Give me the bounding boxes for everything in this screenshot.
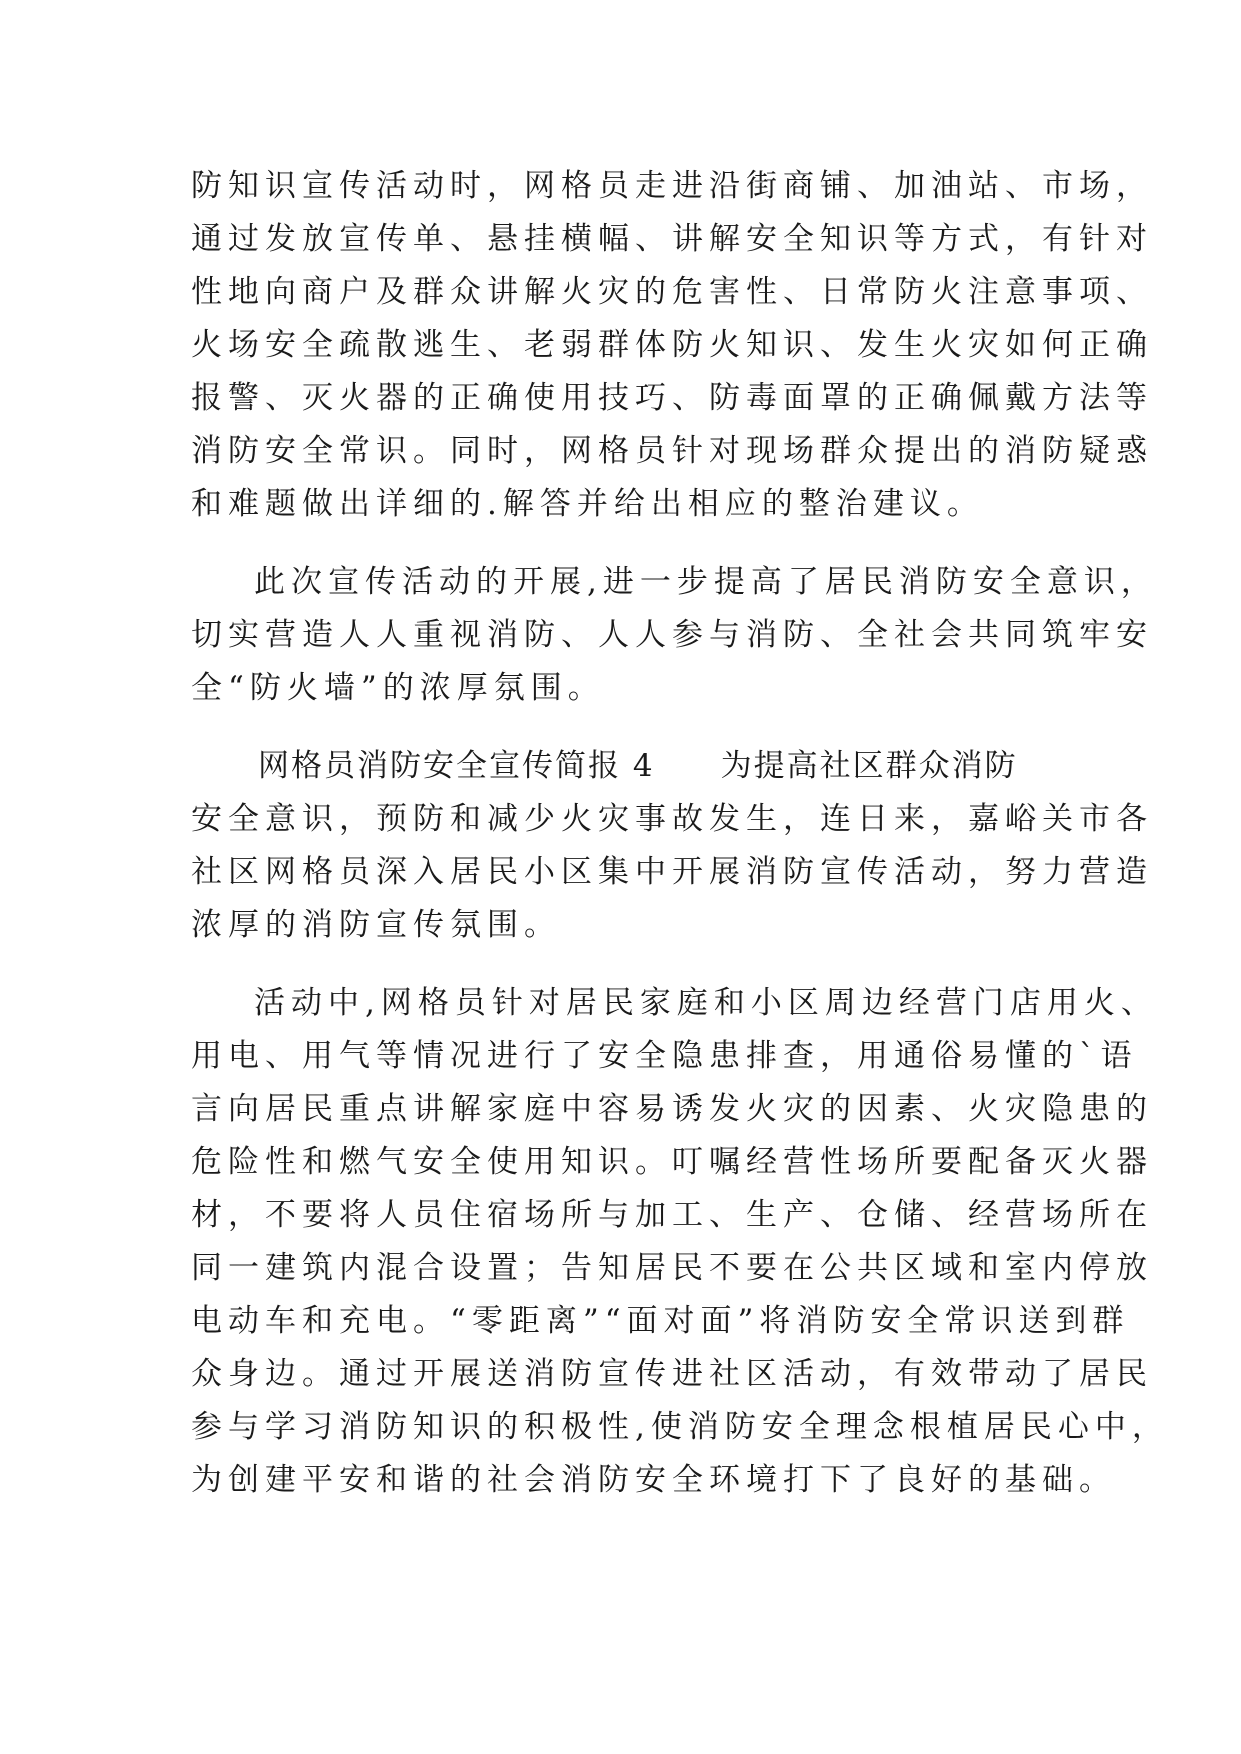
text-line: 参与学习消防知识的积极性,使消防安全理念根植居民心中，	[191, 1409, 1169, 1445]
text-line: 材，不要将人员住宿场所与加工、生产、仓储、经营场所在	[191, 1197, 1153, 1233]
text-line: 安全意识，预防和减少火灾事故发生，连日来，嘉峪关市各	[191, 801, 1153, 837]
paragraph-first-line: 活动中,网格员针对居民家庭和小区周边经营门店用火、	[254, 985, 1158, 1021]
text-line: 切实营造人人重视消防、人人参与消防、全社会共同筑牢安	[191, 617, 1153, 653]
text-line: 和难题做出详细的.解答并给出相应的整治建议。	[191, 486, 984, 522]
text-line: 言向居民重点讲解家庭中容易诱发火灾的因素、火灾隐患的	[191, 1091, 1153, 1127]
text-line: 消防安全常识。同时，网格员针对现场群众提出的消防疑惑	[191, 433, 1153, 469]
text-line: 性地向商户及群众讲解火灾的危害性、日常防火注意事项、	[191, 274, 1153, 310]
text-line: 火场安全疏散逃生、老弱群体防火知识、发生火灾如何正确	[191, 327, 1153, 363]
text-line: 通过发放宣传单、悬挂横幅、讲解安全知识等方式，有针对	[191, 221, 1153, 257]
text-line: 社区网格员深入居民小区集中开展消防宣传活动，努力营造	[191, 854, 1153, 890]
text-line: 同一建筑内混合设置；告知居民不要在公共区域和室内停放	[191, 1250, 1153, 1286]
text-line: 防知识宣传活动时，网格员走进沿街商铺、加油站、市场，	[191, 168, 1153, 204]
paragraph-first-line: 此次宣传活动的开展,进一步提高了居民消防安全意识，	[254, 564, 1158, 600]
text-line: 全“防火墙”的浓厚氛围。	[191, 670, 605, 706]
text-line: 报警、灭火器的正确使用技巧、防毒面罩的正确佩戴方法等	[191, 380, 1153, 416]
text-line: 危险性和燃气安全使用知识。叮嘱经营性场所要配备灭火器	[191, 1144, 1153, 1180]
text-line: 为创建平安和谐的社会消防安全环境打下了良好的基础。	[191, 1462, 1116, 1498]
text-line: 电动车和充电。“零距离”“面对面”将消防安全常识送到群	[191, 1303, 1130, 1339]
text-line: 众身边。通过开展送消防宣传进社区活动，有效带动了居民	[191, 1356, 1153, 1392]
brief-heading-line: 网格员消防安全宣传简报 4 为提高社区群众消防	[258, 748, 1018, 784]
text-line: 浓厚的消防宣传氛围。	[191, 907, 561, 943]
text-line: 用电、用气等情况进行了安全隐患排查，用通俗易懂的`语	[191, 1038, 1138, 1074]
